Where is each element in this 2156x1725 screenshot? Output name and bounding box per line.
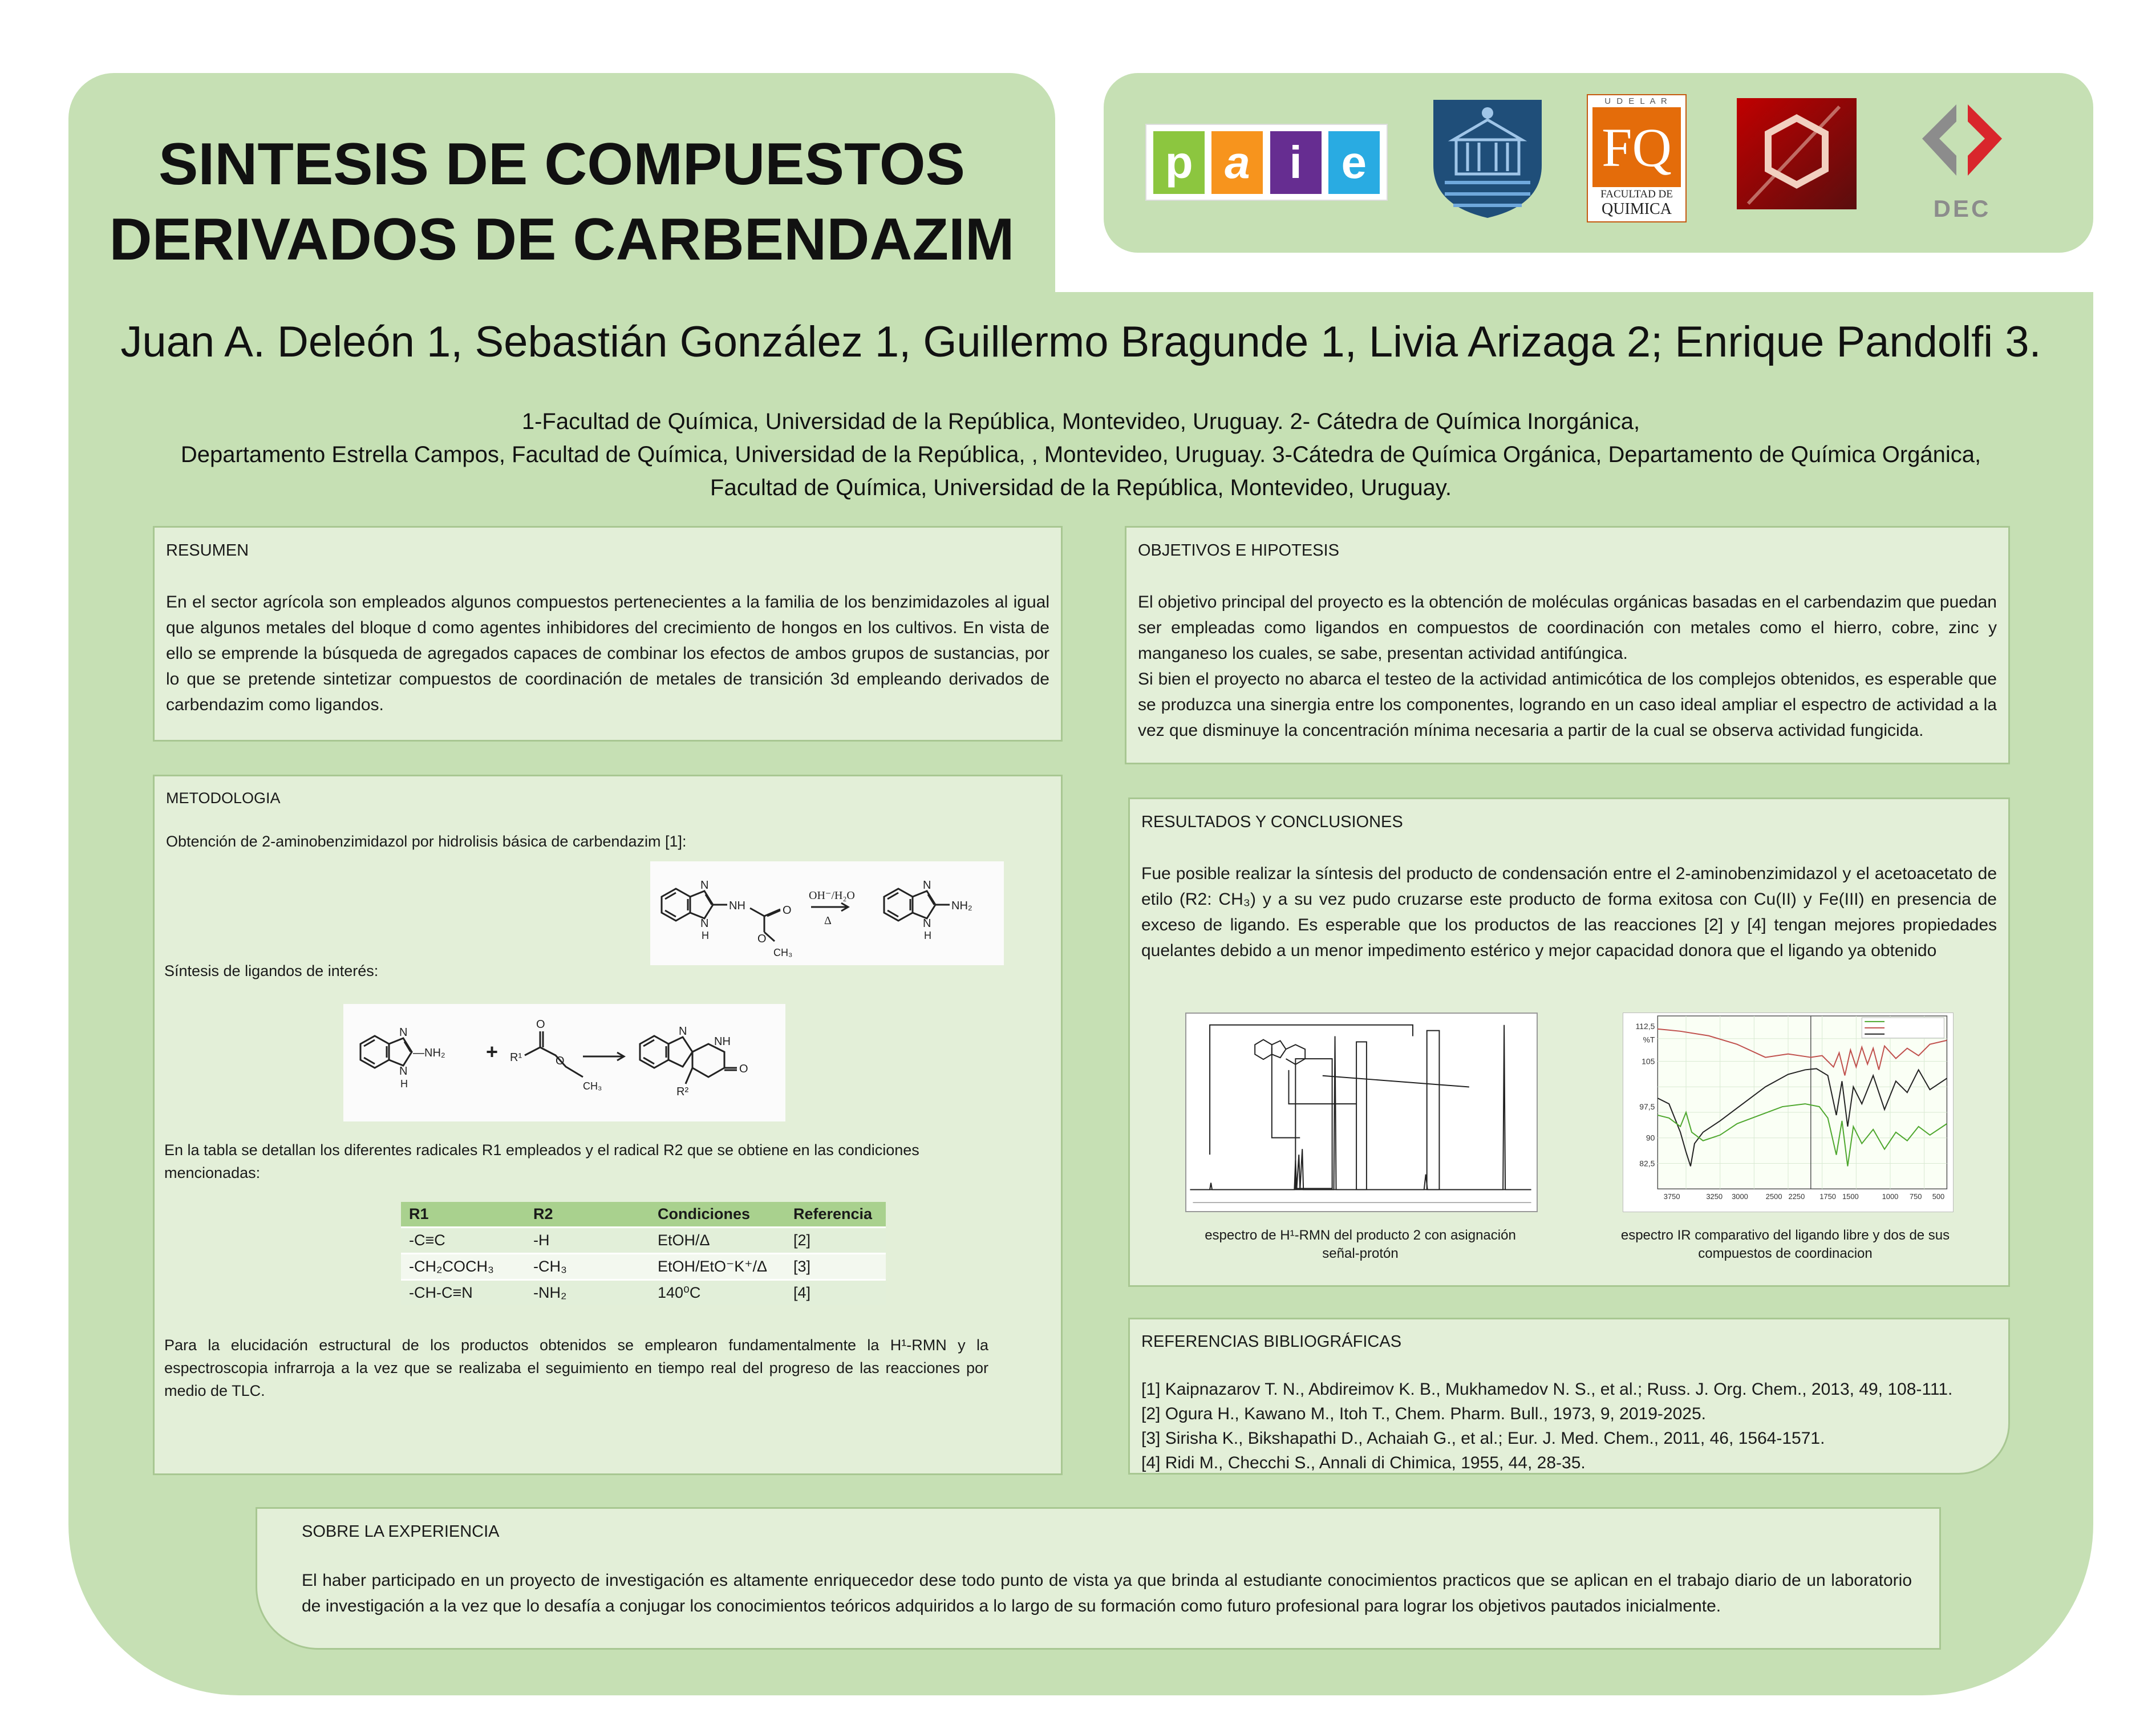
scheme1-product-h: H: [924, 930, 931, 941]
table-cell: 140⁰C: [650, 1280, 785, 1306]
table-cell: -H: [525, 1228, 650, 1254]
affiliations: [68, 405, 2093, 504]
ir-spectrum: [1623, 1013, 1954, 1212]
table-cell: -CH₂COCH₃: [401, 1254, 525, 1280]
scheme2-plus: +: [486, 1040, 499, 1063]
nmr-assignment-line-1: [1210, 1025, 1413, 1155]
metodologia-title: METODOLOGIA: [166, 789, 281, 807]
title-line-1: SINTESIS DE COMPUESTOS: [159, 131, 965, 197]
dec-logo-text: DEC: [1933, 195, 1991, 222]
resumen-panel: [153, 526, 1063, 742]
resumen-body: En el sector agrícola son empleados algunos compuestos pertenecientes a la familia de los benzimidazoles al igual que algunos metales del bloque d como agentes inhibidores del crecimiento de hongos en los cultivos. En vista de ello se emprende la búsqueda de agregados capaces de combinar los efectos de ambos grupos de sustancias, por lo que se pretende sintetizar compuestos de coordinación de metales de transición 3d empleando derivados de carbendazim como ligandos.: [166, 593, 1049, 714]
metodologia-step-1: Obtención de 2-aminobenzimidazol por hidrolisis básica de carbendazim [1]:: [166, 833, 687, 850]
scheme2-o-top: O: [536, 1018, 545, 1031]
objetivos-body-2: Si bien el proyecto no abarca el testeo de la actividad antimicótica de los complejos obtenidos, es esperable que se produzca una sinergia entre los componentes, logrando en un caso ideal ampliar el espectro de actividad a la vez que disminuye la concentración mínima necesaria a partir de la cual se observa actividad fungicida.: [1138, 670, 1997, 740]
udelar-shield-logo: [1430, 97, 1545, 220]
scheme1-o-double: O: [783, 904, 792, 917]
fq-logo-bottom-2: QUIMICA: [1602, 200, 1672, 218]
scheme1-product-nh2: NH₂: [951, 900, 972, 912]
reference-item-1: [1] Kaipnazarov T. N., Abdireimov K. B., Mukhamedov N. S., et al.; Russ. J. Org. Chem., 2013, 49, 108-111.: [1141, 1380, 1953, 1399]
referencias-title: REFERENCIAS BIBLIOGRÁFICAS: [1141, 1333, 1402, 1351]
nmr-spectrum: [1185, 1013, 1538, 1212]
resumen-title: RESUMEN: [166, 541, 249, 560]
experiencia-title: SOBRE LA EXPERIENCIA: [302, 1522, 500, 1541]
scheme1-reagent: OH⁻/H₂O: [809, 889, 855, 902]
objetivos-title: OBJETIVOS E HIPOTESIS: [1138, 541, 1339, 560]
ir-x-tick: 3000: [1732, 1192, 1748, 1201]
ir-y-tick: 105: [1642, 1056, 1655, 1066]
conditions-table-header: [401, 1202, 886, 1228]
table-row: [401, 1228, 886, 1254]
scheme1-delta: Δ: [824, 914, 832, 927]
scheme2-o-ester: O: [556, 1055, 565, 1067]
nmr-caption: espectro de H¹-RMN del producto 2 con asignación señal-protón: [1205, 1228, 1516, 1261]
metodologia-closing: Para la elucidación estructural de los productos obtenidos se emplearon fundamentalmente la H¹-RMN y la espectroscopia infrarroja a la vez que se realizaba el seguimiento en tiempo real del progreso de las reacciones por medio de TLC.: [164, 1337, 988, 1399]
ir-y-tick: 90: [1646, 1133, 1655, 1143]
scheme1-product-n-bottom: N: [923, 917, 931, 930]
scheme2-product-n: N: [679, 1025, 687, 1038]
ir-x-tick: 750: [1909, 1192, 1922, 1201]
objetivos-panel: [1125, 526, 2010, 764]
scheme2-product-nh: NH: [714, 1035, 731, 1048]
conditions-table: [401, 1202, 886, 1305]
ir-x-tick: 1500: [1842, 1192, 1859, 1201]
reference-item-4: [4] Ridi M., Checchi S., Annali di Chimica, 1955, 44, 28-35.: [1141, 1453, 1586, 1472]
affiliation-line-3: Facultad de Química, Universidad de la República, Montevideo, Uruguay.: [710, 475, 1452, 500]
scheme2-ch3: CH₃: [583, 1080, 602, 1092]
paie-letter-i: i: [1270, 131, 1322, 194]
metodologia-step-2: Síntesis de ligandos de interés:: [164, 962, 379, 979]
paie-logo: [1145, 124, 1388, 201]
referencias-panel: [1128, 1318, 2010, 1475]
ir-y-tick: 112,5: [1635, 1021, 1655, 1031]
table-row: [401, 1254, 886, 1280]
reference-item-3: [3] Sirisha K., Bikshapathi D., Achaiah G., et al.; Eur. J. Med. Chem., 2011, 46, 1564-1571.: [1141, 1429, 1825, 1448]
scheme2-ketoester: [525, 1031, 583, 1077]
nmr-inset-molecule: [1255, 1039, 1305, 1064]
hydrolysis-scheme: [650, 861, 1004, 965]
ir-caption: espectro IR comparativo del ligando libre y dos de sus compuestos de coordinacion: [1620, 1228, 1950, 1261]
scheme2-product-o: O: [739, 1063, 748, 1075]
header-referencia: Referencia: [785, 1202, 886, 1228]
scheme2-aminobenzimidazole: [360, 1036, 412, 1068]
table-cell: [4]: [785, 1280, 886, 1306]
table-cell: [3]: [785, 1254, 886, 1280]
scheme1-nh-bottom: N: [700, 917, 709, 930]
scheme1-product-n: N: [923, 879, 931, 892]
ir-x-tick: 1750: [1819, 1192, 1836, 1201]
table-cell: -CH₃: [525, 1254, 650, 1280]
scheme2-product-r2: R²: [676, 1086, 689, 1098]
table-cell: [2]: [785, 1228, 886, 1254]
poster-title: [86, 127, 1038, 277]
ligand-synthesis-scheme: [343, 1004, 785, 1121]
paie-letter-e: e: [1328, 131, 1380, 194]
objetivos-body-1: El objetivo principal del proyecto es la obtención de moléculas orgánicas basadas en el carbendazim que puedan ser empleadas como ligandos en compuestos de coordinación con metales como el hierro, cobre, zinc y manganeso los cuales, se sabe, presentan actividad antifúngica.: [1138, 593, 1997, 663]
nmr-peaks: [1190, 1025, 1531, 1190]
affiliation-line-2: Departamento Estrella Campos, Facultad de Química, Universidad de la República, , Montevideo, Uruguay. 3-Cátedra de Química Orgánica, Departamento de Química Orgánica,: [180, 442, 1981, 467]
scheme2-r1: R¹: [510, 1051, 522, 1064]
ir-x-tick: 3250: [1706, 1192, 1723, 1201]
scheme1-ch3: CH₃: [773, 947, 793, 958]
scheme1-h-bottom: H: [702, 930, 709, 941]
paie-letter-a: a: [1211, 131, 1263, 194]
facultad-quimica-logo: [1587, 94, 1687, 222]
experiencia-body: El haber participado en un proyecto de investigación es altamente enriquecedor dese todo punto de vista ya que brinda al estudiante conocimientos practicos que se aplican en el trabajo diario de un laboratorio de investigación a la vez que lo desafía a conjugar los conocimientos teóricos adquiridos a lo largo de su formación como futuro profesional para lograr los objetivos pautados inicialmente.: [302, 1571, 1912, 1615]
fq-logo-letters: FQ: [1602, 116, 1672, 178]
paie-letter-p: p: [1153, 131, 1205, 194]
ir-x-tick: 2250: [1788, 1192, 1805, 1201]
scheme1-n-top: N: [700, 879, 709, 892]
scheme2-n-top: N: [399, 1026, 408, 1039]
scheme2-h: H: [400, 1078, 408, 1090]
ir-x-tick: 3750: [1663, 1192, 1680, 1201]
table-cell: -C≡C: [401, 1228, 525, 1254]
table-cell: EtOH/Δ: [650, 1228, 785, 1254]
table-row: [401, 1280, 886, 1306]
dec-logo: [1905, 96, 2019, 224]
fq-logo-top: U D E L A R: [1604, 96, 1669, 106]
scheme2-n-bottom: N: [399, 1065, 408, 1078]
scheme1-o-ester: O: [757, 933, 767, 945]
ir-y-tick: %T: [1643, 1035, 1655, 1044]
resultados-title: RESULTADOS Y CONCLUSIONES: [1141, 813, 1403, 831]
fq-logo-bottom-1: FACULTAD DE: [1600, 188, 1673, 200]
title-line-2: DERIVADOS DE CARBENDAZIM: [109, 206, 1015, 273]
aminobenzimidazole-structure: [884, 889, 950, 921]
scheme1-nh-label: NH: [729, 900, 745, 912]
header-condiciones: Condiciones: [650, 1202, 785, 1228]
fq-logo-block: [1592, 107, 1681, 187]
affiliation-line-1: 1-Facultad de Química, Universidad de la República, Montevideo, Uruguay. 2- Cátedra de Química Inorgánica,: [521, 409, 1640, 434]
header-r2: R2: [525, 1202, 650, 1228]
ir-x-tick: 500: [1932, 1192, 1945, 1201]
table-cell: EtOH/EtO⁻K⁺/Δ: [650, 1254, 785, 1280]
authors: Juan A. Deleón 1, Sebastián González 1, Guillermo Bragunde 1, Livia Arizaga 2; Enrique Pandolfi 3.: [120, 318, 2041, 366]
table-cell: -NH₂: [525, 1280, 650, 1306]
catedra-quimica-organica-logo: [1734, 92, 1862, 215]
reference-item-2: [2] Ogura H., Kawano M., Itoh T., Chem. Pharm. Bull., 1973, 9, 2019-2025.: [1141, 1404, 1706, 1423]
metodologia-table-intro: En la tabla se detallan los diferentes radicales R1 empleados y el radical R2 que se obtiene en las condiciones mencionadas:: [164, 1141, 919, 1181]
ir-x-tick: 1000: [1882, 1192, 1899, 1201]
ir-y-tick: 97,5: [1639, 1102, 1655, 1112]
scheme2-nh2: —NH₂: [413, 1047, 445, 1059]
ir-y-tick: 82,5: [1639, 1159, 1655, 1168]
resultados-body: Fue posible realizar la síntesis del producto de condensación entre el 2-aminobenzimidazol y el acetoacetato de etilo (R2: CH₃) y a su vez pudo cruzarse este producto de forma exitosa con Cu(II) y Fe(III) en presencia de exceso de ligando. Es esperable que los productos de las reacciones [2] y [4] tengan mejores propiedades quelantes debido a un menor impedimento estérico y mejor capacidad donora que el ligando ya obtenido: [1141, 864, 1997, 960]
table-cell: -CH-C≡N: [401, 1280, 525, 1306]
header-r1: R1: [401, 1202, 525, 1228]
experiencia-panel: [256, 1507, 1941, 1650]
ir-x-tick: 2500: [1765, 1192, 1782, 1201]
